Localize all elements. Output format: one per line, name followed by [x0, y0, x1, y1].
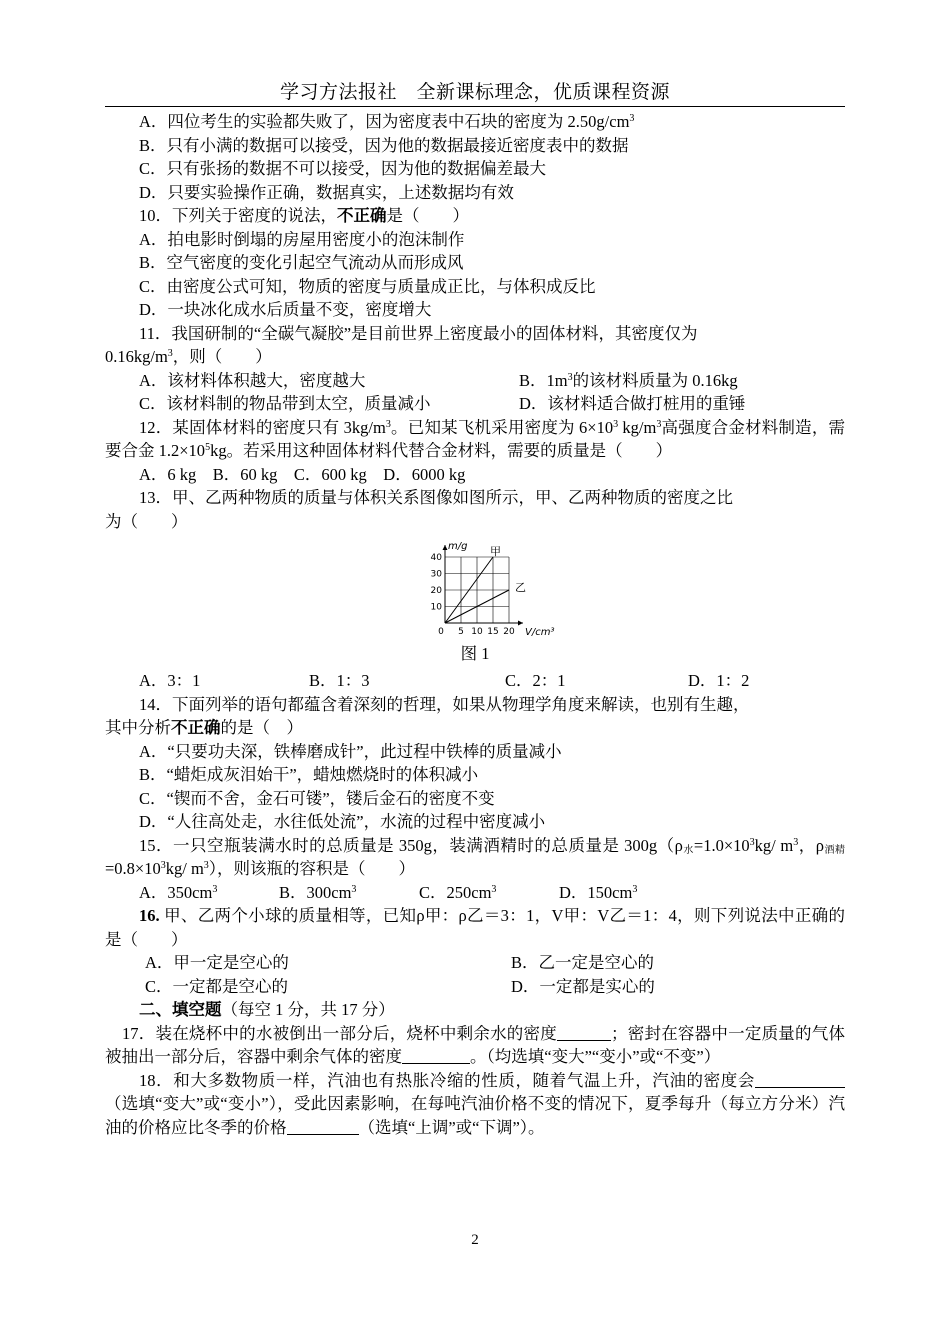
q11-options-row2 [105, 392, 845, 416]
q14-option-a: A．“只要功夫深，铁棒磨成针”，此过程中铁棒的质量减小 [139, 741, 562, 761]
x-tick-label: 10 [471, 627, 483, 637]
q16-option-b: B．乙一定是空心的 [511, 953, 655, 972]
q10-option-c: C．由密度公式可知，物质的密度与质量成正比，与体积成反比 [139, 276, 596, 296]
x-tick-label: 20 [503, 627, 515, 637]
q15-option-d: D．$150cm^3$ [559, 882, 638, 902]
mass-volume-graph [105, 533, 845, 639]
q10-option-a: A．拍电影时倒塌的房屋用密度小的泡沫制作 [139, 229, 465, 249]
y-tick-label: 30 [430, 569, 442, 580]
series-label: 乙 [515, 581, 526, 594]
q15-options [105, 881, 845, 905]
q13-options [105, 669, 845, 693]
q17-blank-1[interactable] [557, 1024, 611, 1041]
x-axis-arrow [518, 621, 523, 626]
q14-option-b: B．“蜡炬成灰泪始干”，蜡烛燃烧时的体积减小 [139, 765, 479, 784]
q13-option-a: A．3：1 [139, 671, 201, 690]
chart-grid [445, 557, 509, 623]
q11-options-row1 [105, 369, 845, 393]
q16-option-a: A．甲一定是空心的 [145, 953, 289, 972]
y-tick-label: 20 [430, 586, 442, 596]
q11-option-c: C．该材料制的物品带到太空，质量减小 [139, 394, 431, 413]
x-axis-label: V/cm³ [525, 627, 555, 638]
q14-option-c: C．“锲而不舍，金石可镂”，镂后金石的密度不变 [139, 788, 495, 808]
q12-stem: 12．某固体材料的密度只有 $3kg/m^3$。已知某飞机采用密度为 $6\times 10^3$ $kg/m^3$高强度合金材料制造，需要合金 $1.2\times 10^5kg$。若采用这种固体材料代替合金材料，需要的质量是（ ） [105, 417, 846, 460]
q10-option-d: D．一块冰化成水后质量不变，密度增大 [139, 300, 432, 319]
q18-blank-1[interactable] [755, 1071, 845, 1088]
q11-option-a: A．该材料体积越大，密度越大 [139, 370, 366, 390]
series-label: 甲 [490, 545, 501, 558]
q10-stem: 10．下列关于密度的说法，不正确是（ ） [139, 206, 469, 225]
q13-option-d: D．1：2 [688, 671, 750, 690]
q11-option-d: D．该材料适合做打桩用的重锤 [519, 394, 746, 413]
x-tick-label: 5 [458, 627, 464, 637]
q9-option-c: C．只有张扬的数据不可以接受，因为他的数据偏差最大 [139, 159, 547, 178]
q14-stem: 14．下面列举的语句都蕴含着深刻的哲理，如果从物理学角度来解读，也别有生趣， [139, 694, 750, 714]
q13-stem: 13．甲、乙两种物质的质量与体积关系图像如图所示，甲、乙两种物质的密度之比 [139, 488, 733, 507]
q9-option-a: A．四位考生的实验都失败了，因为密度表中石块的密度为 $2.50g/cm^3$ [139, 112, 635, 131]
q16-option-d: D．一定都是实心的 [511, 976, 655, 996]
q18-stem: 18．和大多数物质一样，汽油也有热胀冷缩的性质，随着气温上升，汽油的密度会（选填“变大”或“变小”），受此因素影响，在每吨汽油价格不变的情况下，夏季每升（每立方分米）汽油的价格应比冬季的价格 （选填“上调”或“下调”）。 [105, 1070, 845, 1137]
q15-option-b: B．$300cm^3$ [279, 882, 357, 902]
x-tick-label: 15 [487, 627, 499, 637]
q16-options-row1 [105, 951, 845, 975]
y-tick-label: 40 [430, 553, 442, 563]
q13-option-c: C．2：1 [505, 671, 566, 690]
q12-options: A．6 kg B．60 kg C．600 kg D．6000 kg [139, 464, 466, 484]
x-tick-label: 0 [438, 627, 444, 637]
q11-option-b: B．$1m^3$的该材料质量为 0.16kg [519, 370, 738, 390]
y-axis-arrow [443, 545, 448, 550]
q15-option-a: A．$350cm^3$ [139, 882, 218, 902]
q15-stem: 15．一只空瓶装满水时的总质量是 350g，装满酒精时的总质量是 $300g(\rho_水=1.0\times 10^3kg/$ $m^3$，$\rho_{酒精}=0.8\times 10^3kg/$ $m^3$），则该瓶的容积是（ ） [105, 835, 846, 878]
mass-volume-chart [417, 537, 567, 641]
q16-option-c: C．一定都是空心的 [145, 976, 289, 996]
document-body [105, 110, 845, 1139]
q13-stem-cont: 为（ ） [105, 511, 188, 531]
q10-option-b: B．空气密度的变化引起空气流动从而形成风 [139, 253, 464, 272]
q9-option-b: B．只有小满的数据可以接受，因为他的数据最接近密度表中的数据 [139, 135, 629, 155]
page-number: 2 [471, 1232, 479, 1248]
q9-option-d: D．只要实验操作正确，数据真实，上述数据均有效 [139, 182, 514, 202]
q14-stem-cont: 其中分析不正确的是（ ） [105, 718, 303, 737]
q18-blank-2[interactable] [287, 1118, 359, 1135]
y-axis-label: m/g [448, 541, 468, 552]
q13-option-b: B．1：3 [309, 671, 370, 690]
y-tick-label: 10 [430, 602, 442, 613]
page-header: 学习方法报社 全新课标理念，优质课程资源 [105, 80, 845, 107]
q14-option-d: D．“人往高处走，水往低处流”，水流的过程中密度减小 [139, 812, 546, 831]
q16-options-row2 [105, 975, 845, 999]
q17-blank-2[interactable] [402, 1047, 470, 1064]
figure-caption: 图 1 [460, 644, 490, 663]
q16-stem: 16. 甲、乙两个小球的质量相等，已知ρ甲：ρ乙＝3：1，V甲：V乙＝1：4，则下列说法中正确的是（ ） [105, 906, 845, 949]
q11-stem-cont: $0.16kg/m^3$，则（ ） [105, 347, 272, 366]
section-fill-in-title: 二、填空题（每空 1 分，共 17 分） [139, 1000, 395, 1019]
q15-option-c: C．$250cm^3$ [419, 882, 497, 902]
q17-stem: 17．装在烧杯中的水被倒出一部分后，烧杯中剩余水的密度 ；密封在容器中一定质量的气体被抽出一部分后，容器中剩余气体的密度 。（均选填“变大”“变小”或“不变”） [105, 1023, 846, 1066]
q11-stem: 11．我国研制的“全碳气凝胶”是目前世界上密度最小的固体材料，其密度仅为 [139, 323, 698, 343]
